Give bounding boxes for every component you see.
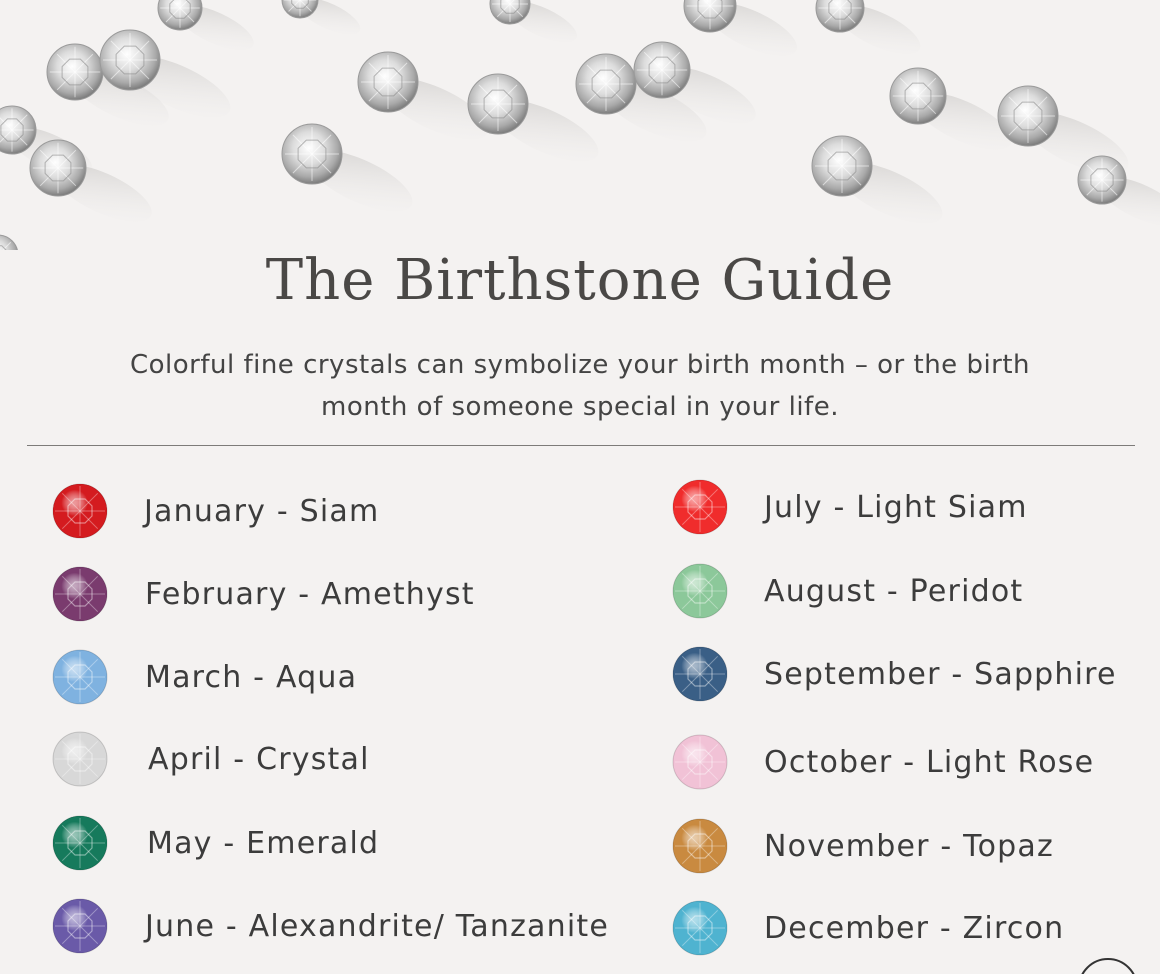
gem-icon bbox=[52, 731, 108, 787]
stone-label: February - Amethyst bbox=[145, 576, 475, 612]
stone-item bbox=[672, 900, 1064, 956]
stone-label: October - Light Rose bbox=[764, 744, 1095, 780]
gem-icon bbox=[52, 566, 108, 622]
gem-icon bbox=[672, 563, 728, 619]
stone-label: April - Crystal bbox=[148, 741, 370, 777]
page-subtitle: Colorful fine crystals can symbolize your birth month – or the birth month of someone special in your life. bbox=[129, 350, 1031, 422]
stone-item bbox=[672, 563, 1023, 619]
gem-icon bbox=[52, 649, 108, 705]
gem-icon bbox=[52, 898, 108, 954]
stone-item bbox=[672, 734, 1094, 790]
stone-item bbox=[52, 731, 370, 787]
stone-label: November - Topaz bbox=[764, 828, 1054, 864]
gem-icon bbox=[672, 646, 728, 702]
stone-label: May - Emerald bbox=[147, 825, 380, 861]
stone-item bbox=[52, 898, 609, 954]
stone-item bbox=[672, 479, 1028, 535]
gem-icon bbox=[52, 815, 108, 871]
stone-label: August - Peridot bbox=[764, 573, 1024, 609]
stone-label: March - Aqua bbox=[145, 659, 358, 695]
stone-label: January - Siam bbox=[144, 493, 380, 529]
stone-item bbox=[52, 566, 475, 622]
stone-item bbox=[52, 649, 357, 705]
stone-item bbox=[672, 646, 1117, 702]
stone-label: July - Light Siam bbox=[764, 489, 1028, 525]
page-title: The Birthstone Guide bbox=[265, 248, 895, 313]
stone-label: September - Sapphire bbox=[764, 656, 1117, 692]
scroll-button[interactable] bbox=[1078, 958, 1138, 974]
gem-icon bbox=[672, 479, 728, 535]
divider bbox=[27, 445, 1135, 446]
gem-icon bbox=[52, 483, 108, 539]
crystal-hero-image bbox=[0, 0, 1160, 250]
stone-label: December - Zircon bbox=[764, 910, 1065, 946]
gem-icon bbox=[672, 734, 728, 790]
stone-item bbox=[672, 818, 1054, 874]
stone-item bbox=[52, 483, 379, 539]
gem-icon bbox=[672, 900, 728, 956]
stone-label: June - Alexandrite/ Tanzanite bbox=[145, 908, 609, 944]
gem-icon bbox=[672, 818, 728, 874]
stone-item bbox=[52, 815, 379, 871]
